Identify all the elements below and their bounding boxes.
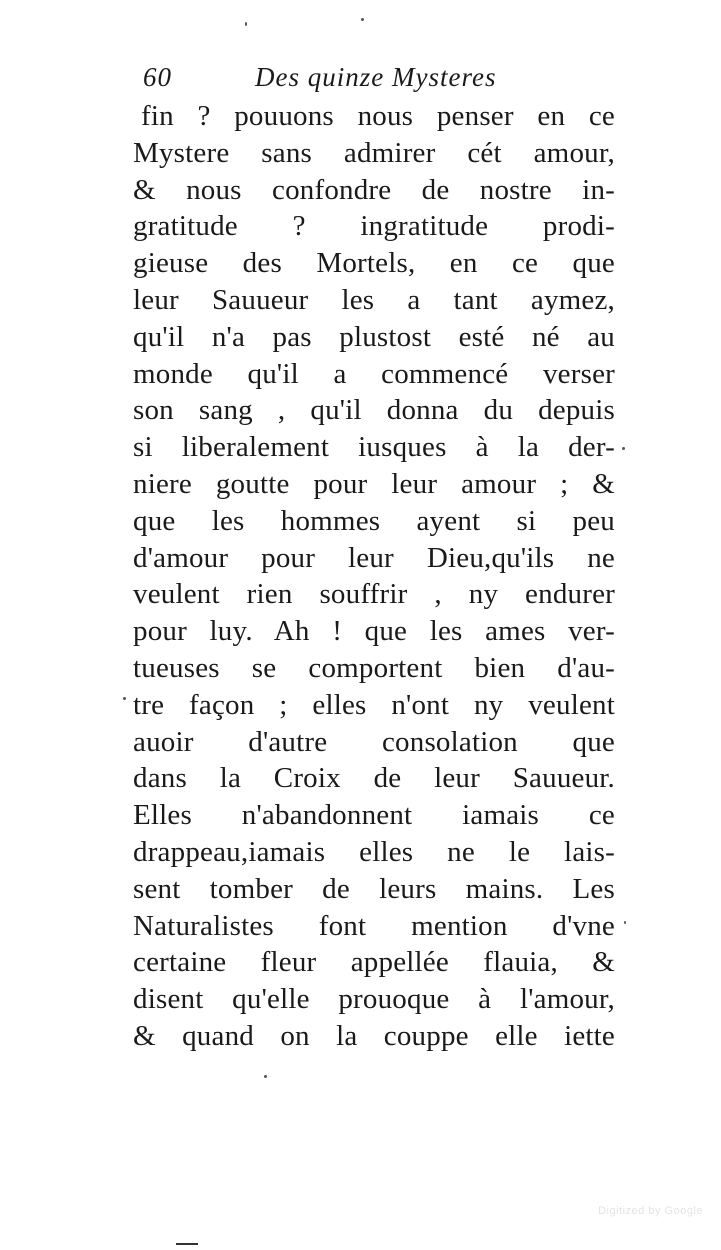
text-line: & quand on la couppe elle iette (133, 1019, 615, 1052)
text-line: gratitude ? ingratitude prodi- (133, 210, 615, 243)
text-line: disent qu'elle prouoque à l'amour, (133, 983, 615, 1016)
watermark: Digitized by Google (598, 1205, 703, 1217)
text-line: Elles n'abandonnent iamais ce (133, 799, 615, 832)
text-line: gieuse des Mortels, en ce que (133, 247, 615, 280)
running-title: Des quinze Mysteres (255, 62, 497, 92)
text-line: Naturalistes font mention d'vne (133, 909, 615, 942)
scan-speck (624, 921, 626, 924)
text-line: fin ? pouuons nous penser en ce (141, 100, 615, 132)
text-line: Mystere sans admirer cét amour, (133, 136, 615, 169)
text-line: son sang , qu'il donna du depuis (133, 394, 615, 427)
page-number: 60 (143, 62, 172, 92)
text-line: auoir d'autre consolation que (133, 725, 615, 758)
text-line: pour luy. Ah ! que les ames ver- (133, 615, 615, 648)
text-line: niere goutte pour leur amour ; & (133, 467, 615, 500)
scan-mark (176, 1243, 198, 1245)
text-line: que les hommes ayent si peu (133, 504, 615, 537)
text-line: & nous confondre de nostre in- (133, 173, 615, 206)
scan-speck (264, 1075, 267, 1078)
text-line: veulent rien souffrir , ny endurer (133, 578, 615, 611)
text-line: sent tomber de leurs mains. Les (133, 872, 615, 905)
text-line: drappeau,iamais elles ne le lais- (133, 835, 615, 868)
body-text (133, 98, 615, 1055)
page-header (143, 62, 613, 102)
scan-speck (123, 697, 126, 700)
text-line: si liberalement iusques à la der- (133, 431, 615, 464)
text-line: tre façon ; elles n'ont ny veulent (133, 688, 615, 721)
text-line: monde qu'il a commencé verser (133, 357, 615, 390)
text-line: qu'il n'a pas plustost esté né au (133, 320, 615, 353)
scan-speck (622, 447, 625, 450)
scan-speck (245, 22, 247, 26)
text-line: tueuses se comportent bien d'au- (133, 651, 615, 684)
text-line: d'amour pour leur Dieu,qu'ils ne (133, 541, 615, 574)
text-line: leur Sauueur les a tant aymez, (133, 283, 615, 316)
text-line: certaine fleur appellée flauia, & (133, 946, 615, 979)
text-line: dans la Croix de leur Sauueur. (133, 762, 615, 795)
scan-speck (361, 18, 364, 21)
